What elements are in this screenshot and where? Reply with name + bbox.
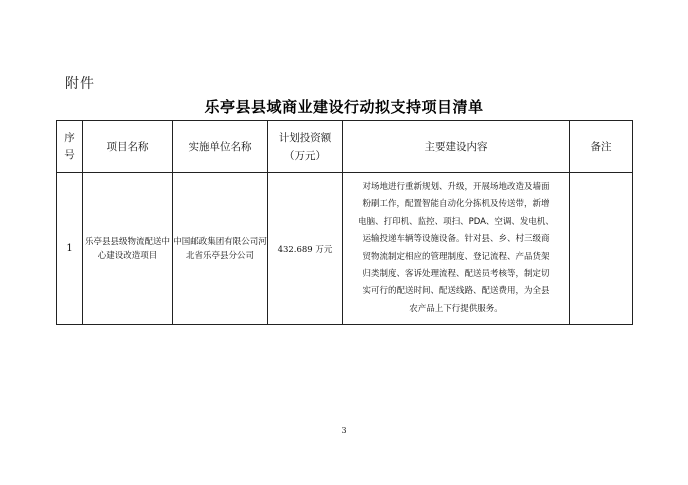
header-investment-line1: 计划投资额 [278,131,332,144]
document-title: 乐亭县县域商业建设行动拟支持项目清单 [204,98,484,116]
project-table [56,120,633,325]
header-index-line2: 号 [64,148,75,161]
page-number: 3 [341,426,347,435]
row-index: 1 [57,173,83,325]
header-investment [268,121,343,173]
content-line: 农产品上下行提供服务。 [409,303,503,314]
content-line: 归类制度、客诉处理流程、配送员考核等，制定切 [362,268,550,279]
table-header-row [57,121,633,173]
row-remarks [570,173,633,325]
content-line: 贸物流制定相应的管理制度、登记流程、产品货架 [362,251,550,262]
content-line: 粉刷工作，配置智能自动化分拣机及传送带，新增 [362,199,550,210]
attachment-label: 附件 [65,76,95,92]
header-remarks: 备注 [570,121,633,173]
content-line: 实可行的配送时间、配送线路、配送费用，为全县 [362,286,550,297]
row-implementing-unit: 中国邮政集团有限公司河北省乐亭县分公司 [173,173,268,325]
content-line: 运输投递车辆等设施设备。针对县、乡、村三级商 [362,234,550,245]
header-index-line1: 序 [64,131,75,144]
header-index [57,121,83,173]
table-row [57,173,633,325]
row-project-name: 乐亭县县级物流配送中心建设改造项目 [83,173,173,325]
content-line: 电脑、打印机、监控、项扫、PDA、空调、发电机、 [358,216,554,227]
header-investment-line2: （万元） [284,149,326,162]
row-main-content [343,173,570,325]
header-project-name: 项目名称 [83,121,173,173]
content-line: 对场地进行重新规划、升级，开展场地改造及墙面 [362,181,550,192]
header-implementing-unit: 实施单位名称 [173,121,268,173]
row-investment: 432.689 万元 [268,173,343,325]
header-main-content: 主要建设内容 [343,121,570,173]
